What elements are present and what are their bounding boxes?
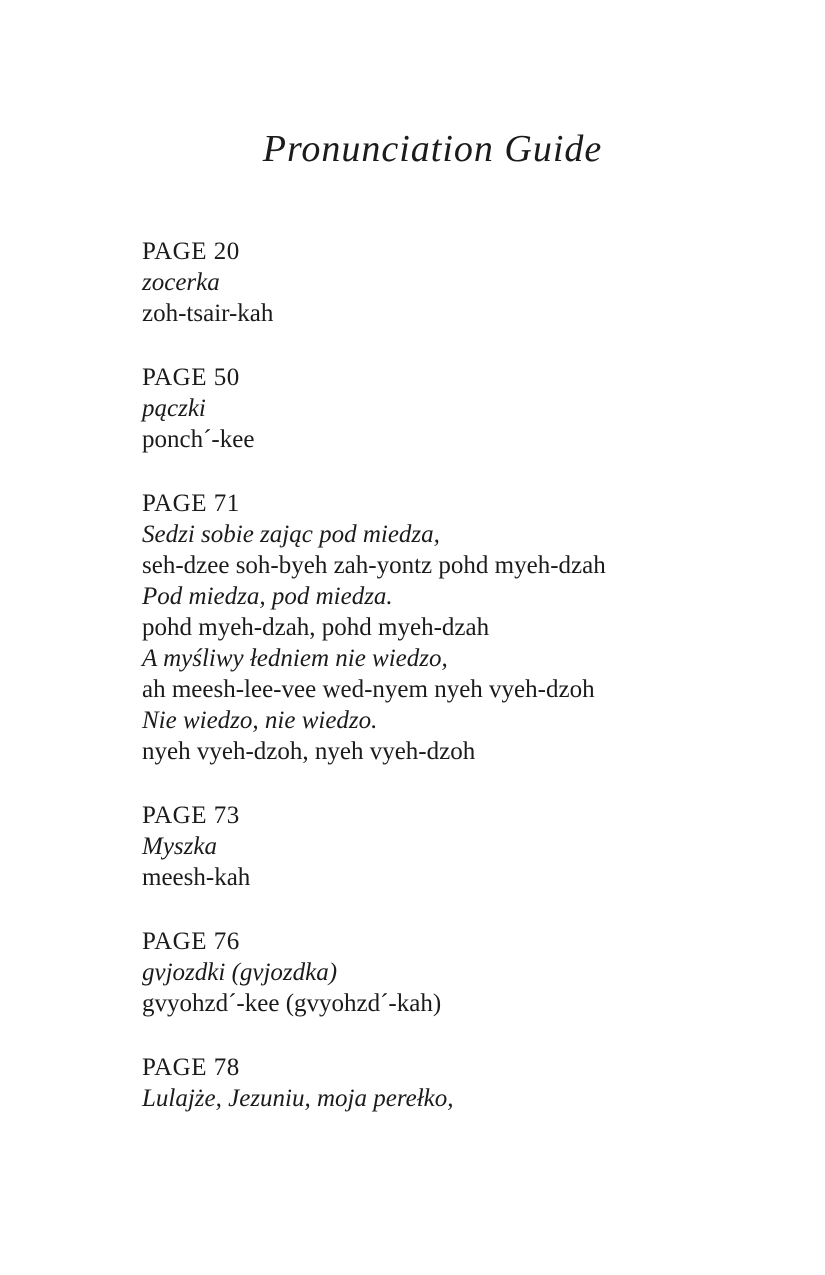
pronunciation-section bbox=[142, 236, 725, 329]
source-word-line: Pod miedza, pod miedza. bbox=[142, 583, 393, 610]
page-number-heading: PAGE 50 bbox=[142, 364, 240, 391]
pronunciation-section bbox=[142, 926, 725, 1019]
source-word-line: zocerka bbox=[142, 269, 220, 296]
source-word-line: Myszka bbox=[142, 833, 217, 860]
pronunciation-section bbox=[142, 362, 725, 455]
page-number-heading: PAGE 20 bbox=[142, 238, 240, 265]
pronunciation-section bbox=[142, 800, 725, 893]
page-number-heading: PAGE 71 bbox=[142, 490, 240, 517]
pronunciation-line: nyeh vyeh-dzoh, nyeh vyeh-dzoh bbox=[142, 738, 476, 765]
pronunciation-sections bbox=[142, 236, 725, 1114]
pronunciation-line: seh-dzee soh-byeh zah-yontz pohd myeh-dzah bbox=[142, 552, 606, 579]
pronunciation-section bbox=[142, 488, 725, 767]
pronunciation-line: zoh-tsair-kah bbox=[142, 300, 274, 327]
page-title: Pronunciation Guide bbox=[262, 128, 603, 170]
source-word-line: Lulajże, Jezuniu, moja perełko, bbox=[142, 1085, 454, 1112]
pronunciation-line: meesh-kah bbox=[142, 864, 251, 891]
source-word-line: Nie wiedzo, nie wiedzo. bbox=[142, 707, 378, 734]
source-word-line: gvjozdki (gvjozdka) bbox=[142, 959, 338, 986]
pronunciation-line: gvyohzd´-kee (gvyohzd´-kah) bbox=[142, 990, 442, 1017]
page-number-heading: PAGE 73 bbox=[142, 802, 240, 829]
source-word-line: Sedzi sobie zając pod miedza, bbox=[142, 521, 440, 548]
pronunciation-line: ah meesh-lee-vee wed-nyem nyeh vyeh-dzoh bbox=[142, 676, 595, 703]
page-number-heading: PAGE 78 bbox=[142, 1054, 240, 1081]
source-word-line: A myśliwy łedniem nie wiedzo, bbox=[142, 645, 448, 672]
page-number-heading: PAGE 76 bbox=[142, 928, 240, 955]
source-word-line: pączki bbox=[142, 395, 206, 422]
pronunciation-section bbox=[142, 1052, 725, 1114]
pronunciation-line: ponch´-kee bbox=[142, 426, 255, 453]
pronunciation-line: pohd myeh-dzah, pohd myeh-dzah bbox=[142, 614, 490, 641]
